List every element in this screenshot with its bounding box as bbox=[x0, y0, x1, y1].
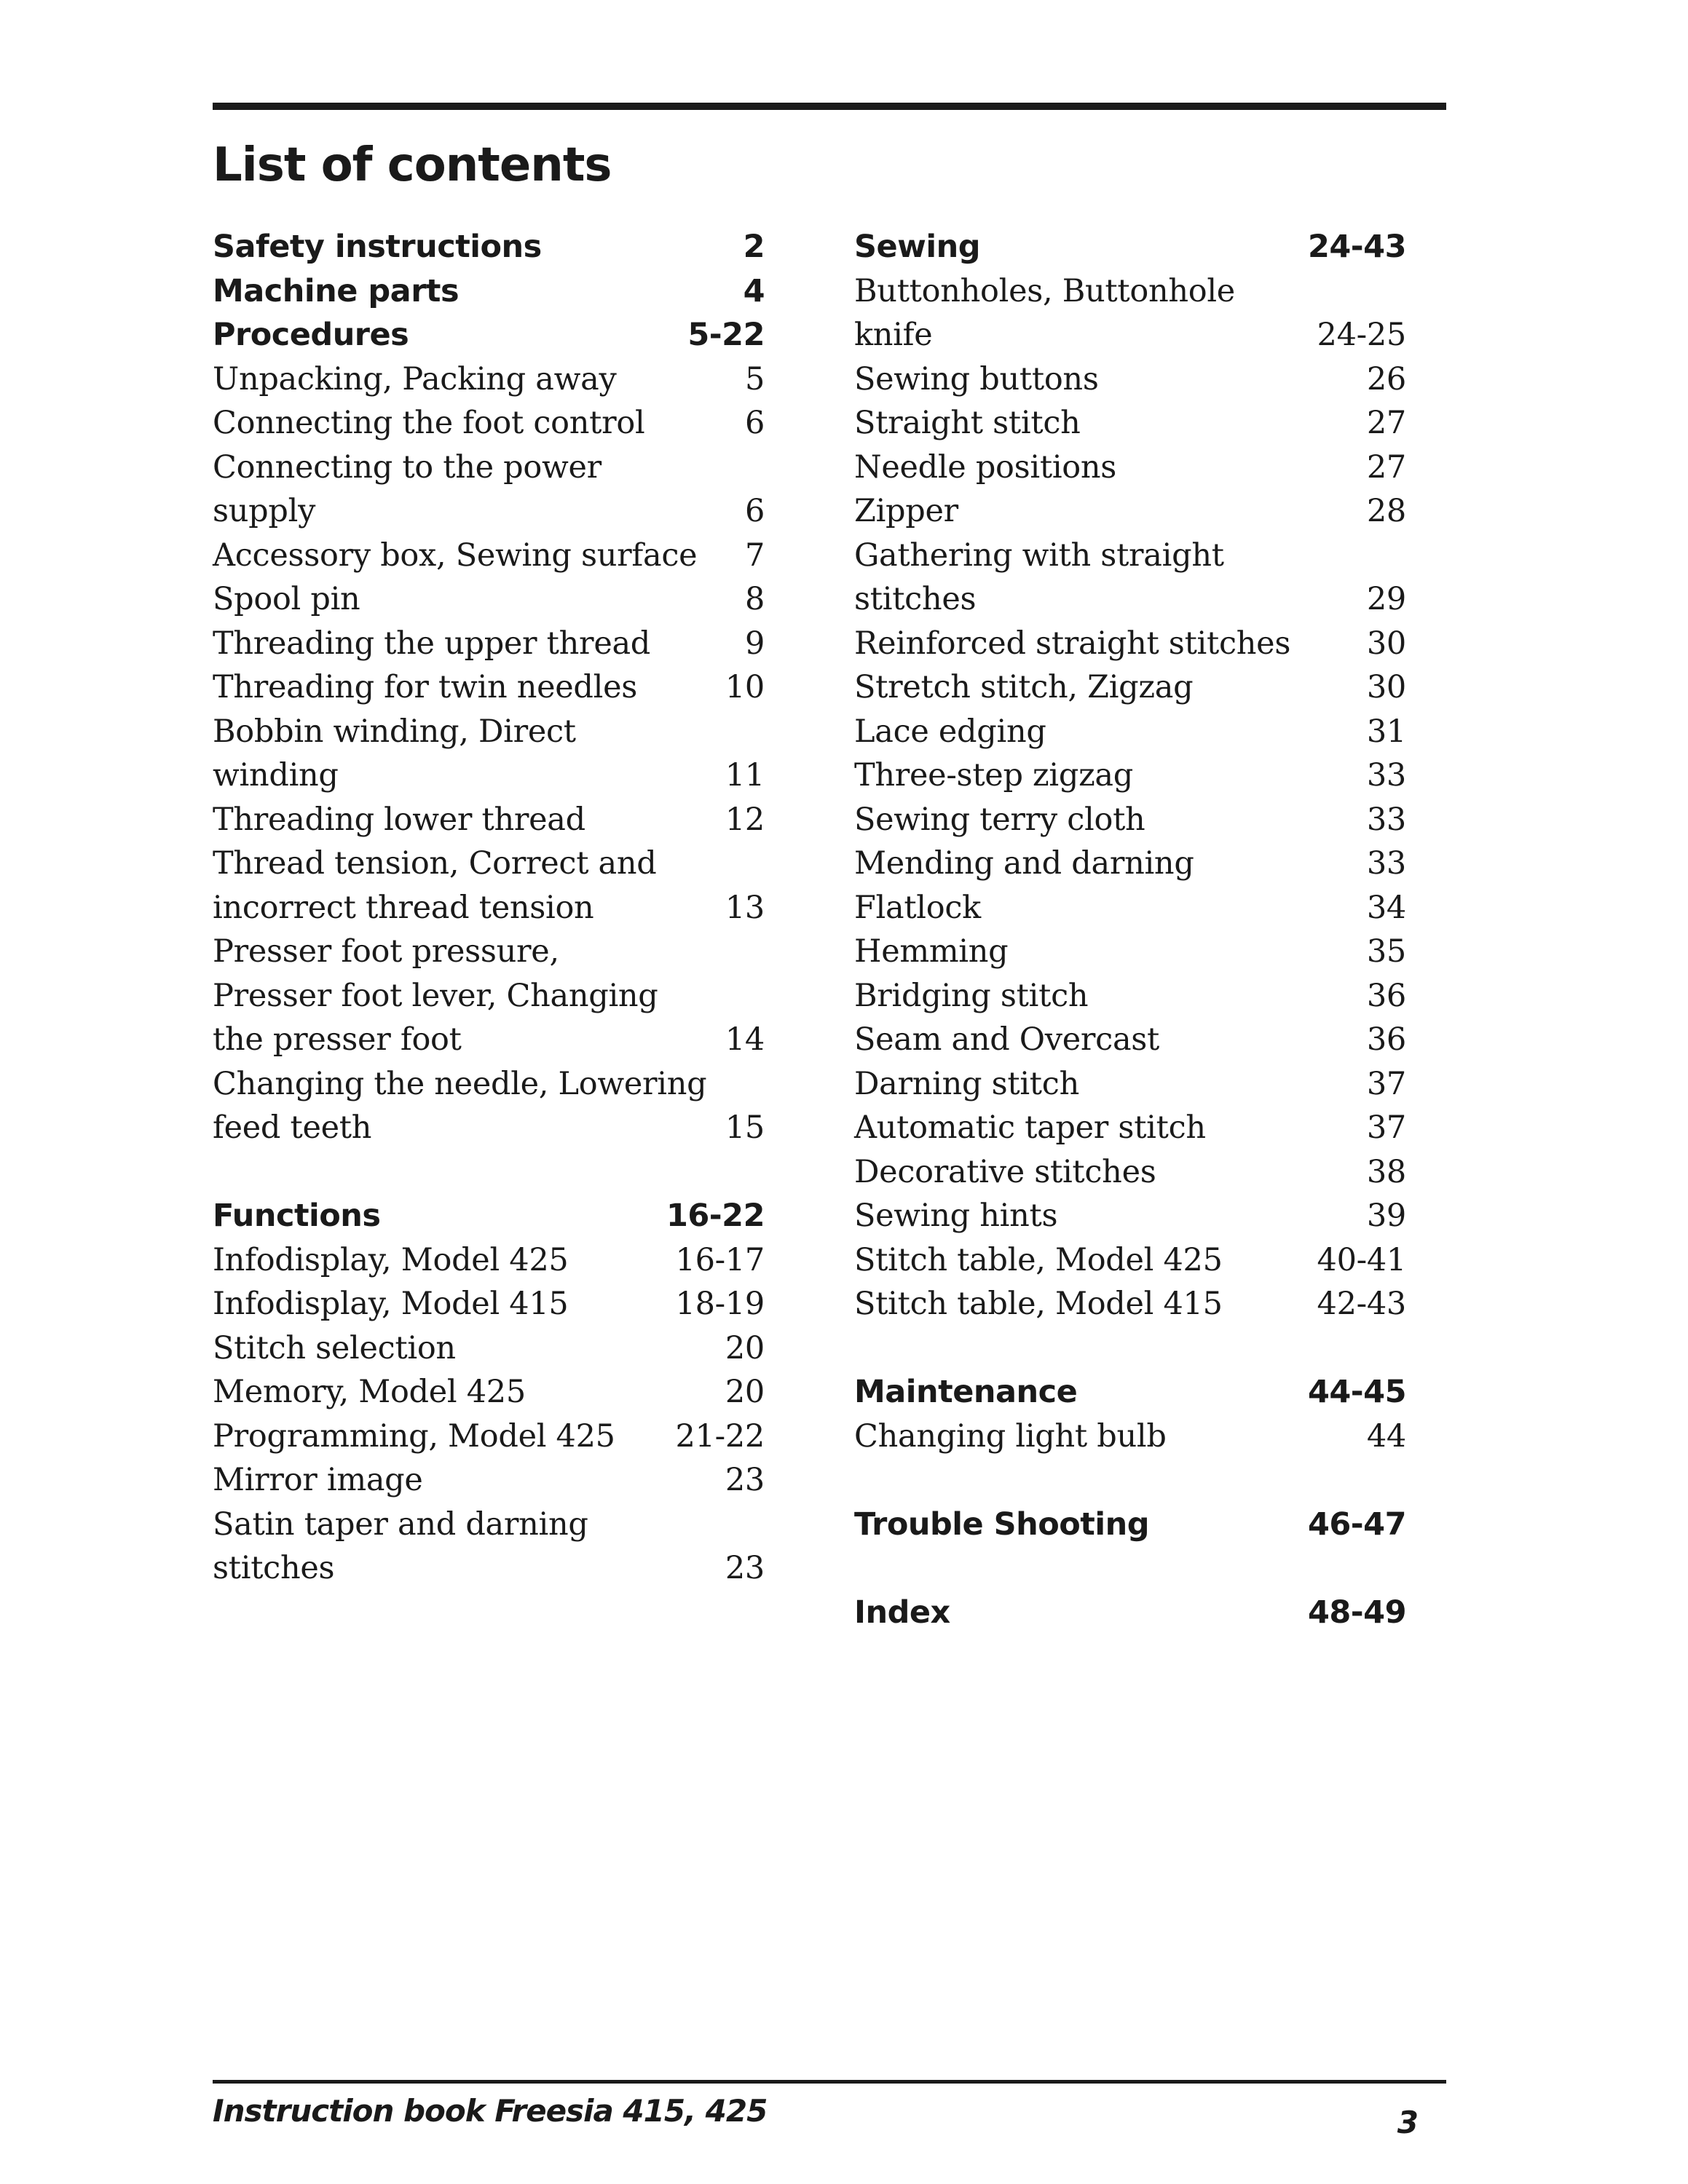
toc-entry bbox=[854, 1106, 1406, 1150]
toc-entry-line bbox=[854, 401, 1406, 446]
toc-entry bbox=[854, 357, 1406, 402]
toc-entry-title: Sewing hints bbox=[854, 1198, 1058, 1234]
toc-entry-title: Reinforced straight stitches bbox=[854, 625, 1291, 662]
toc-entry-title: Memory, Model 425 bbox=[213, 1374, 526, 1410]
toc-entry bbox=[213, 401, 765, 446]
toc-entry bbox=[213, 534, 765, 578]
toc-entry-title: Mending and darning bbox=[854, 845, 1194, 882]
toc-entry-line bbox=[213, 753, 765, 798]
toc-entry-title: Lace edging bbox=[854, 713, 1046, 750]
toc-entry-page: 15 bbox=[725, 1109, 765, 1146]
page-title: List of contents bbox=[213, 138, 612, 192]
toc-entry-line bbox=[854, 974, 1406, 1018]
toc-entry-page: 5-22 bbox=[687, 317, 765, 353]
toc-entry-title: incorrect thread tension bbox=[213, 889, 594, 926]
toc-entry bbox=[854, 974, 1406, 1018]
toc-entry bbox=[213, 1370, 765, 1415]
toc-entry-page: 16-17 bbox=[675, 1241, 765, 1278]
toc-entry-page: 35 bbox=[1366, 933, 1406, 970]
toc-section-heading bbox=[854, 225, 1406, 269]
toc-entry-title: Three-step zigzag bbox=[854, 757, 1133, 794]
toc-entry-line bbox=[213, 1018, 765, 1062]
toc-entry-page: 46-47 bbox=[1307, 1506, 1406, 1543]
toc-entry-line bbox=[213, 1282, 765, 1326]
toc-entry-title: Stitch table, Model 425 bbox=[854, 1241, 1223, 1278]
toc-entry-line bbox=[213, 313, 765, 357]
toc-entry-title: stitches bbox=[213, 1550, 335, 1586]
footer-book-title: Instruction book Freesia 415, 425 bbox=[213, 2093, 768, 2129]
toc-entry bbox=[213, 446, 765, 534]
toc-entry bbox=[854, 534, 1406, 622]
toc-entry-page: 24-43 bbox=[1307, 229, 1406, 265]
toc-entry-line bbox=[854, 1503, 1406, 1547]
toc-section-heading bbox=[213, 1194, 765, 1238]
toc-section-heading bbox=[213, 269, 765, 314]
toc-entry-title: Presser foot pressure, bbox=[213, 933, 559, 970]
toc-entry-title: Gathering with straight bbox=[854, 537, 1224, 574]
toc-entry-page: 20 bbox=[725, 1329, 765, 1366]
toc-entry bbox=[213, 1503, 765, 1591]
toc-entry bbox=[213, 1415, 765, 1459]
toc-entry bbox=[213, 1238, 765, 1283]
toc-entry-title: Trouble Shooting bbox=[854, 1506, 1149, 1543]
toc-entry-title: Changing the needle, Lowering bbox=[213, 1065, 707, 1102]
toc-entry-line bbox=[213, 1106, 765, 1150]
toc-entry-title: Thread tension, Correct and bbox=[213, 845, 657, 882]
toc-entry-title: Programming, Model 425 bbox=[213, 1417, 615, 1455]
toc-entry-page: 16-22 bbox=[666, 1198, 765, 1234]
toc-entry bbox=[213, 1282, 765, 1326]
toc-entry bbox=[854, 1194, 1406, 1238]
toc-entry-line bbox=[854, 225, 1406, 269]
toc-entry bbox=[854, 1062, 1406, 1107]
toc-entry-line bbox=[854, 577, 1406, 622]
toc-entry-page: 6 bbox=[744, 493, 765, 529]
toc-entry bbox=[213, 1326, 765, 1371]
toc-entry-page: 12 bbox=[725, 801, 765, 838]
toc-entry bbox=[213, 798, 765, 842]
toc-entry-line bbox=[213, 489, 765, 534]
toc-entry-line bbox=[854, 1415, 1406, 1459]
toc-entry-line bbox=[213, 1415, 765, 1459]
toc-entry-page: 37 bbox=[1366, 1065, 1406, 1102]
toc-entry-line bbox=[213, 974, 765, 1018]
toc-entry-title: Infodisplay, Model 425 bbox=[213, 1241, 569, 1278]
toc-entry-line bbox=[213, 1326, 765, 1371]
toc-section-heading bbox=[213, 313, 765, 357]
toc-entry bbox=[213, 357, 765, 402]
toc-entry-page: 29 bbox=[1366, 581, 1406, 617]
toc-entry-title: Darning stitch bbox=[854, 1065, 1079, 1102]
toc-entry-page: 34 bbox=[1366, 889, 1406, 926]
toc-entry-title: Bridging stitch bbox=[854, 977, 1089, 1014]
toc-entry-line bbox=[854, 313, 1406, 357]
toc-entry-page: 36 bbox=[1366, 1021, 1406, 1058]
toc-entry-title: feed teeth bbox=[213, 1109, 372, 1146]
toc-entry-line bbox=[213, 930, 765, 974]
toc-entry-page: 23 bbox=[725, 1462, 765, 1498]
toc-entry bbox=[213, 930, 765, 1062]
toc-entry-line bbox=[854, 1591, 1406, 1635]
toc-entry-title: Stretch stitch, Zigzag bbox=[854, 669, 1194, 705]
toc-entry-page: 30 bbox=[1366, 625, 1406, 662]
toc-entry-line bbox=[854, 1106, 1406, 1150]
toc-entry-title: winding bbox=[213, 757, 339, 794]
toc-entry bbox=[854, 401, 1406, 446]
toc-entry-line bbox=[213, 357, 765, 402]
toc-entry-title: Machine parts bbox=[213, 272, 460, 309]
toc-entry-line bbox=[854, 489, 1406, 534]
toc-entry-title: Seam and Overcast bbox=[854, 1021, 1160, 1058]
toc-entry bbox=[854, 1238, 1406, 1283]
toc-entry-line bbox=[854, 446, 1406, 490]
toc-entry-page: 37 bbox=[1366, 1109, 1406, 1146]
toc-entry-title: Flatlock bbox=[854, 889, 981, 926]
toc-entry-page: 33 bbox=[1366, 845, 1406, 882]
toc-entry-title: Maintenance bbox=[854, 1374, 1078, 1410]
toc-entry-page: 40-41 bbox=[1317, 1241, 1406, 1278]
toc-entry-page: 23 bbox=[725, 1550, 765, 1586]
toc-entry-page: 6 bbox=[744, 405, 765, 441]
toc-entry-title: supply bbox=[213, 493, 316, 529]
toc-entry-title: Mirror image bbox=[213, 1462, 423, 1498]
toc-entry-title: Spool pin bbox=[213, 581, 360, 617]
toc-entry-line bbox=[854, 798, 1406, 842]
toc-entry-line bbox=[213, 1370, 765, 1415]
toc-entry-page: 20 bbox=[725, 1374, 765, 1410]
toc-entry bbox=[854, 886, 1406, 930]
toc-entry bbox=[213, 577, 765, 622]
toc-section-heading bbox=[854, 1370, 1406, 1415]
toc-entry-line bbox=[854, 753, 1406, 798]
toc-entry-page: 26 bbox=[1366, 360, 1406, 397]
toc-entry-page: 7 bbox=[744, 537, 765, 574]
toc-entry-page: 27 bbox=[1366, 448, 1406, 486]
toc-entry-page: 18-19 bbox=[675, 1286, 765, 1322]
page-number: 3 bbox=[1397, 2105, 1419, 2140]
toc-entry-page: 21-22 bbox=[675, 1417, 765, 1455]
toc-entry-line bbox=[213, 798, 765, 842]
toc-entry bbox=[854, 446, 1406, 490]
toc-entry bbox=[854, 1282, 1406, 1326]
toc-entry-line bbox=[213, 401, 765, 446]
toc-column-left bbox=[213, 225, 765, 1591]
toc-entry-line bbox=[213, 886, 765, 930]
toc-entry-title: Threading lower thread bbox=[213, 801, 585, 838]
toc-entry-line bbox=[213, 665, 765, 710]
toc-entry-title: Stitch table, Model 415 bbox=[854, 1286, 1223, 1322]
toc-entry bbox=[854, 489, 1406, 534]
toc-entry-line bbox=[213, 534, 765, 578]
toc-entry-title: Buttonholes, Buttonhole bbox=[854, 272, 1235, 309]
toc-entry-line bbox=[854, 1150, 1406, 1195]
toc-entry-page: 9 bbox=[744, 625, 765, 662]
toc-entry-page: 11 bbox=[725, 757, 765, 794]
toc-entry bbox=[854, 269, 1406, 357]
toc-entry-page: 44-45 bbox=[1307, 1374, 1406, 1410]
toc-spacer bbox=[854, 1326, 1406, 1371]
toc-entry-page: 42-43 bbox=[1317, 1286, 1406, 1322]
toc-entry-line bbox=[854, 1194, 1406, 1238]
toc-entry-page: 13 bbox=[725, 889, 765, 926]
toc-entry bbox=[213, 622, 765, 666]
toc-entry-title: Unpacking, Packing away bbox=[213, 360, 617, 397]
toc-entry-line bbox=[854, 1282, 1406, 1326]
toc-entry-title: Automatic taper stitch bbox=[854, 1109, 1206, 1146]
toc-entry-title: Hemming bbox=[854, 933, 1009, 970]
toc-entry-line bbox=[854, 534, 1406, 578]
toc-entry bbox=[213, 665, 765, 710]
toc-entry-page: 33 bbox=[1366, 801, 1406, 838]
toc-entry-title: Satin taper and darning bbox=[213, 1506, 588, 1543]
toc-entry-line bbox=[854, 1238, 1406, 1283]
footer-rule bbox=[213, 2080, 1446, 2084]
toc-spacer bbox=[854, 1546, 1406, 1591]
toc-entry-line bbox=[213, 622, 765, 666]
toc-entry-page: 2 bbox=[743, 229, 765, 265]
toc-entry-line bbox=[213, 577, 765, 622]
toc-spacer bbox=[854, 1458, 1406, 1503]
toc-entry-title: Safety instructions bbox=[213, 229, 542, 265]
toc-entry-line bbox=[213, 842, 765, 886]
toc-entry-title: Stitch selection bbox=[213, 1329, 456, 1366]
toc-entry-line bbox=[213, 1194, 765, 1238]
toc-entry-page: 4 bbox=[743, 272, 765, 309]
toc-entry bbox=[213, 842, 765, 930]
toc-section-heading bbox=[213, 225, 765, 269]
toc-entry-line bbox=[213, 269, 765, 314]
toc-entry bbox=[854, 930, 1406, 974]
toc-entry-title: Connecting the foot control bbox=[213, 405, 645, 441]
toc-entry-page: 48-49 bbox=[1307, 1594, 1406, 1631]
toc-entry-line bbox=[213, 225, 765, 269]
toc-entry bbox=[854, 1018, 1406, 1062]
toc-entry-line bbox=[213, 1546, 765, 1591]
toc-entry-page: 10 bbox=[725, 669, 765, 705]
toc-entry-title: Functions bbox=[213, 1198, 381, 1234]
toc-entry bbox=[854, 798, 1406, 842]
toc-entry-title: Sewing buttons bbox=[854, 360, 1099, 397]
toc-entry-page: 5 bbox=[744, 360, 765, 397]
toc-entry-page: 44 bbox=[1366, 1417, 1406, 1455]
toc-entry-line bbox=[213, 1458, 765, 1503]
toc-entry bbox=[213, 1458, 765, 1503]
toc-entry-line bbox=[854, 269, 1406, 314]
toc-entry-page: 38 bbox=[1366, 1153, 1406, 1190]
toc-entry bbox=[854, 1150, 1406, 1195]
toc-entry-line bbox=[854, 930, 1406, 974]
toc-entry-title: Procedures bbox=[213, 317, 409, 353]
toc-column-right bbox=[854, 225, 1406, 1634]
toc-entry-page: 33 bbox=[1366, 757, 1406, 794]
toc-entry-title: Sewing bbox=[854, 229, 980, 265]
toc-entry-title: Bobbin winding, Direct bbox=[213, 713, 576, 750]
toc-entry-line bbox=[854, 357, 1406, 402]
toc-entry-line bbox=[854, 886, 1406, 930]
toc-entry-title: Changing light bulb bbox=[854, 1417, 1167, 1455]
toc-entry bbox=[854, 665, 1406, 710]
toc-entry bbox=[854, 710, 1406, 754]
top-rule bbox=[213, 103, 1446, 110]
toc-entry-line bbox=[854, 622, 1406, 666]
toc-entry-title: Sewing terry cloth bbox=[854, 801, 1145, 838]
toc-entry bbox=[854, 622, 1406, 666]
toc-entry-title: Infodisplay, Model 415 bbox=[213, 1286, 569, 1322]
toc-entry-page: 39 bbox=[1366, 1198, 1406, 1234]
toc-entry-line bbox=[213, 1238, 765, 1283]
toc-entry-title: Needle positions bbox=[854, 448, 1117, 486]
toc-entry bbox=[854, 842, 1406, 886]
toc-entry-line bbox=[854, 710, 1406, 754]
toc-entry-page: 28 bbox=[1366, 493, 1406, 529]
toc-entry-page: 14 bbox=[725, 1021, 765, 1058]
toc-entry-line bbox=[854, 1062, 1406, 1107]
toc-entry-page: 27 bbox=[1366, 405, 1406, 441]
toc-entry-title: Straight stitch bbox=[854, 405, 1081, 441]
toc-entry-line bbox=[854, 842, 1406, 886]
toc-entry-page: 31 bbox=[1366, 713, 1406, 750]
toc-entry bbox=[213, 710, 765, 798]
toc-section-heading bbox=[854, 1591, 1406, 1635]
toc-entry bbox=[854, 1415, 1406, 1459]
toc-section-heading bbox=[854, 1503, 1406, 1547]
toc-entry-line bbox=[854, 1018, 1406, 1062]
toc-entry-line bbox=[854, 665, 1406, 710]
toc-entry-title: knife bbox=[854, 317, 933, 353]
toc-spacer bbox=[213, 1150, 765, 1195]
toc-entry-page: 30 bbox=[1366, 669, 1406, 705]
toc-entry-page: 24-25 bbox=[1317, 317, 1406, 353]
toc-entry-title: Presser foot lever, Changing bbox=[213, 977, 658, 1014]
toc-entry-line bbox=[213, 446, 765, 490]
toc-entry-title: Connecting to the power bbox=[213, 448, 602, 486]
toc-entry-title: the presser foot bbox=[213, 1021, 462, 1058]
toc-entry bbox=[213, 1062, 765, 1150]
toc-entry bbox=[854, 753, 1406, 798]
toc-entry-page: 36 bbox=[1366, 977, 1406, 1014]
toc-entry-line bbox=[213, 710, 765, 754]
toc-entry-title: Index bbox=[854, 1594, 950, 1631]
toc-entry-title: stitches bbox=[854, 581, 977, 617]
toc-entry-page: 8 bbox=[744, 581, 765, 617]
toc-entry-title: Threading for twin needles bbox=[213, 669, 637, 705]
toc-entry-line bbox=[213, 1503, 765, 1547]
toc-entry-title: Accessory box, Sewing surface bbox=[213, 537, 698, 574]
toc-entry-line bbox=[213, 1062, 765, 1107]
toc-entry-title: Zipper bbox=[854, 493, 958, 529]
toc-entry-line bbox=[854, 1370, 1406, 1415]
toc-entry-title: Threading the upper thread bbox=[213, 625, 651, 662]
toc-entry-title: Decorative stitches bbox=[854, 1153, 1156, 1190]
